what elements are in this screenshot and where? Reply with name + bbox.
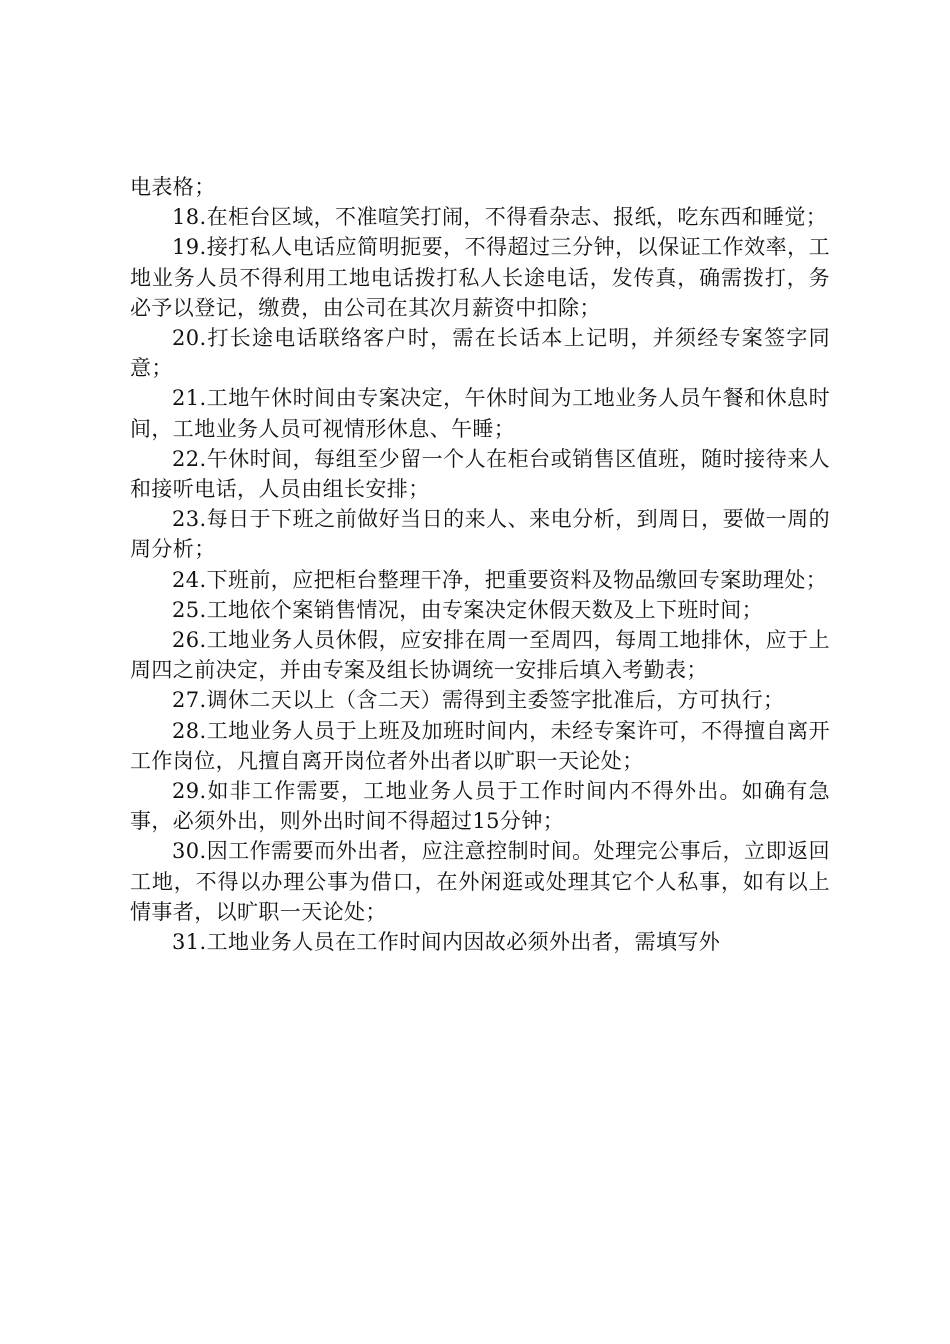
document-body	[130, 172, 830, 957]
paragraph-rule-25: 25.工地依个案销售情况，由专案决定休假天数及上下班时间；	[172, 597, 763, 622]
paragraph-rule-27: 27.调休二天以上（含二天）需得到主委签字批准后，方可执行；	[172, 688, 785, 713]
paragraph-rule-20: 20.打长途电话联络客户时，需在长话本上记明，并须经专案签字同意；	[130, 326, 830, 381]
paragraph-rule-21: 21.工地午休时间由专案决定，午休时间为工地业务人员午餐和休息时间，工地业务人员可视情形休息、午睡；	[130, 386, 830, 441]
paragraph-rule-24: 24.下班前，应把柜台整理干净，把重要资料及物品缴回专案助理处；	[172, 567, 828, 592]
paragraph-continued: 电表格；	[130, 175, 216, 199]
paragraph-rule-19: 19.接打私人电话应简明扼要，不得超过三分钟，以保证工作效率，工地业务人员不得利用工地电话拨打私人长途电话，发传真，确需拨打，务必予以登记，缴费，由公司在其次月薪资中扣除；	[130, 235, 830, 320]
paragraph-rule-30: 30.因工作需要而外出者，应注意控制时间。处理完公事后，立即返回工地，不得以办理公事为借口，在外闲逛或处理其它个人私事，如有以上情事者，以旷职一天论处；	[130, 839, 830, 924]
paragraph-rule-23: 23.每日于下班之前做好当日的来人、来电分析，到周日，要做一周的周分析；	[130, 507, 830, 562]
paragraph-rule-31: 31.工地业务人员在工作时间内因故必须外出者，需填写外	[172, 930, 721, 955]
paragraph-rule-26: 26.工地业务人员休假，应安排在周一至周四，每周工地排休，应于上周四之前决定，并由专案及组长协调统一安排后填入考勤表；	[130, 628, 830, 683]
paragraph-rule-29: 29.如非工作需要，工地业务人员于工作时间内不得外出。如确有急事，必须外出，则外出时间不得超过15分钟；	[130, 779, 830, 834]
paragraph-rule-22: 22.午休时间，每组至少留一个人在柜台或销售区值班，随时接待来人和接听电话，人员由组长安排；	[130, 446, 830, 502]
paragraph-rule-18: 18.在柜台区域，不准喧笑打闹，不得看杂志、报纸，吃东西和睡觉；	[172, 205, 828, 230]
paragraph-rule-28: 28.工地业务人员于上班及加班时间内，未经专案许可，不得擅自离开工作岗位，凡擅自离开岗位者外出者以旷职一天论处；	[130, 718, 830, 773]
